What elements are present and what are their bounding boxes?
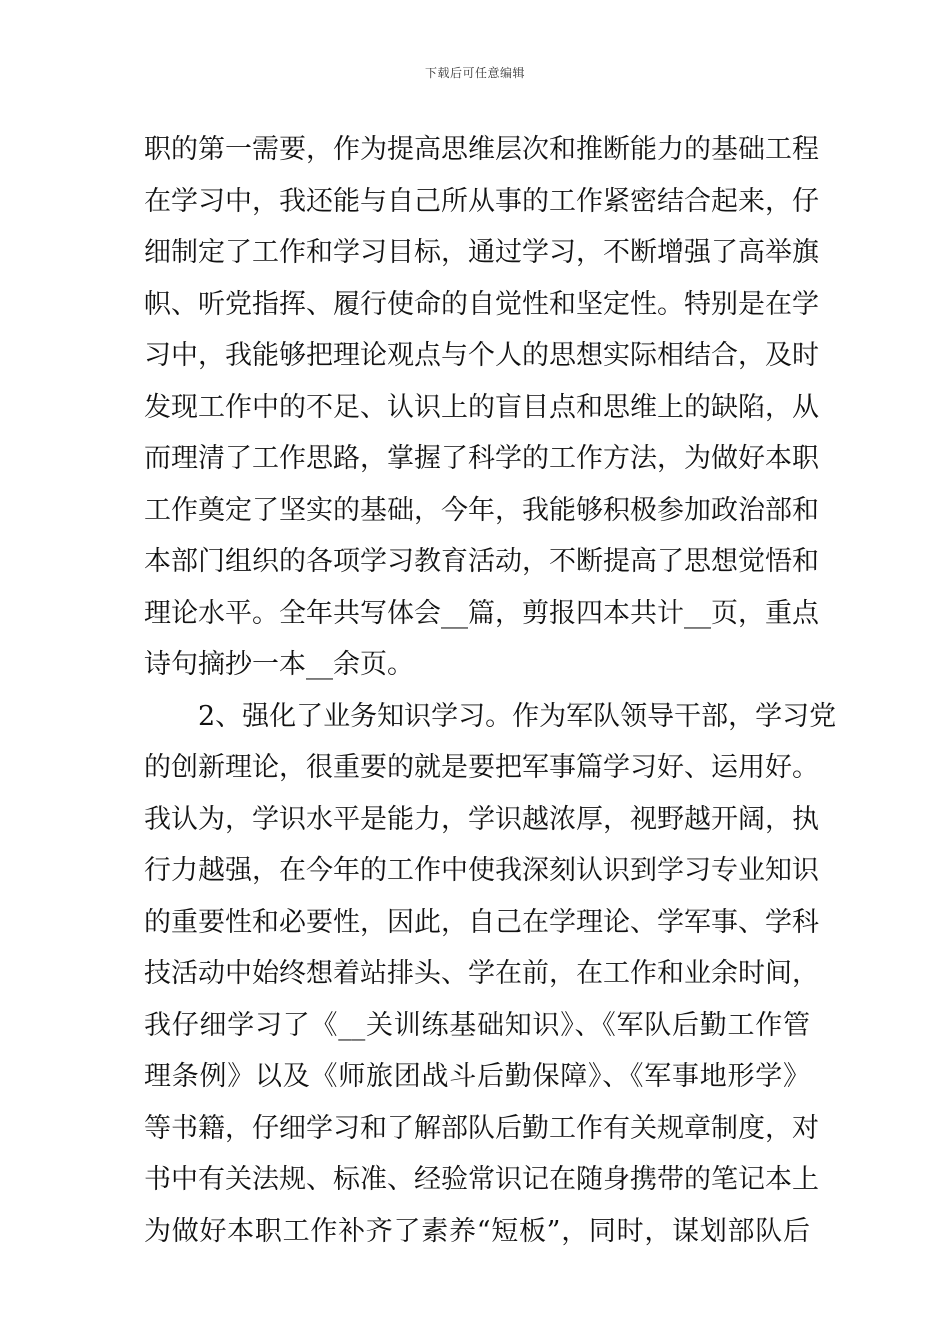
text-line: 细制定了工作和学习目标，通过学习，不断增强了高举旗 [144,237,819,268]
text-line: 为做好本职工作补齐了素养“短板”，同时，谋划部队后 [144,1215,810,1247]
text-line: 而理清了工作思路，掌握了科学的工作方法，为做好本职 [144,443,819,474]
text-line: 书中有关法规、标准、经验常识记在随身携带的笔记本上 [144,1164,819,1195]
text-line: 我认为，学识水平是能力，学识越浓厚，视野越开阔，执 [144,803,819,835]
text-line: 理条例》以及《师旅团战斗后勤保障》、《军事地形学》 [144,1061,810,1092]
text-line: 诗句摘抄一本__余页。 [144,649,414,680]
text-line: 职的第一需要，作为提高思维层次和推断能力的基础工程 [144,134,819,165]
text-line: 习中，我能够把理论观点与个人的思想实际相结合，及时 [144,340,819,371]
paragraph-start-line: 2、强化了业务知识学习。作为军队领导干部，学习党 [198,700,837,732]
text-line: 发现工作中的不足、认识上的盲目点和思维上的缺陷，从 [144,391,819,423]
text-line: 等书籍，仔细学习和了解部队后勤工作有关规章制度，对 [144,1112,819,1144]
text-line: 工作奠定了坚实的基础，今年，我能够积极参加政治部和 [144,494,819,526]
text-line: 本部门组织的各项学习教育活动，不断提高了思想觉悟和 [144,546,819,577]
text-line: 的创新理论，很重要的就是要把军事篇学习好、运用好。 [144,752,819,783]
text-line: 我仔细学习了《__关训练基础知识》、《军队后勤工作管 [144,1009,810,1041]
text-line: 理论水平。全年共写体会__篇，剪报四本共计__页，重点 [144,597,819,629]
text-line: 技活动中始终想着站排头、学在前，在工作和业余时间， [144,958,819,989]
text-line: 帜、听党指挥、履行使命的自觉性和坚定性。特别是在学 [144,288,819,320]
text-line: 行力越强，在今年的工作中使我深刻认识到学习专业知识 [144,855,819,886]
text-line: 在学习中，我还能与自己所从事的工作紧密结合起来，仔 [144,185,819,217]
text-line: 的重要性和必要性，因此，自己在学理论、学军事、学科 [144,906,819,938]
header-note: 下载后可任意编辑 [424,66,525,80]
body-text [144,124,837,1257]
